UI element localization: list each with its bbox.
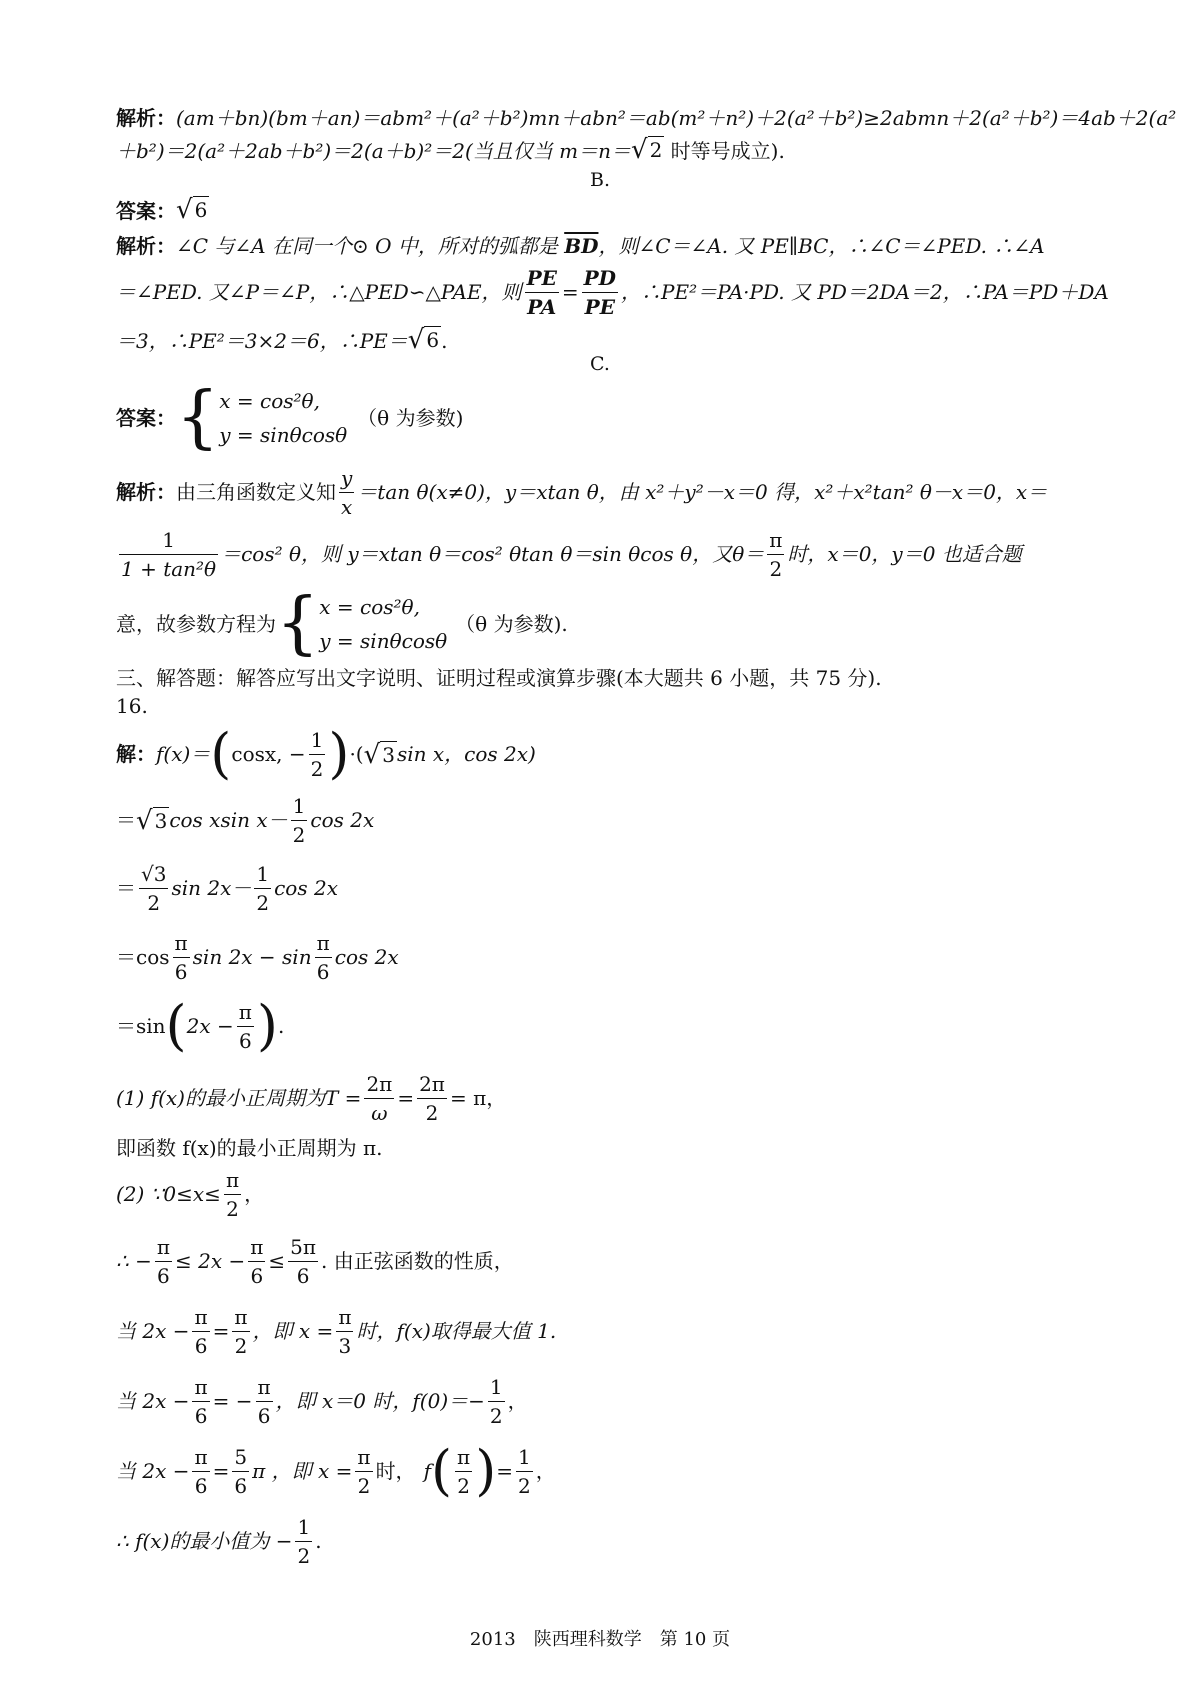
part-three-heading: 三、解答题：解答应写出文字说明、证明过程或演算步骤(本大题共 6 小题，共 75 分). <box>116 666 882 690</box>
fraction-pi-6-g: $\frac{\pi}{6}$ <box>194 1374 208 1428</box>
fraction-5pi-6: $\frac{5\pi}{6}$ <box>290 1234 317 1288</box>
question-16-number: 16. <box>116 694 148 718</box>
part2-line-2: ∴ − $\frac{\pi}{6}$ ≤ 2x − $\frac{\pi}{6}$ ≤ $\frac{5\pi}{6}$ . 由正弦函数的性质， <box>116 1234 514 1288</box>
sqrt-2: √ 2 <box>630 135 663 165</box>
analysis-b-text-2a: ＝∠PED. 又∠P＝∠P，∴△PED∽△PAE，则 <box>116 280 522 304</box>
section-letter-c: C. <box>590 353 610 375</box>
analysis-c-text-3a: 意，故参数方程为 <box>116 612 276 636</box>
analysis-a-line-1 <box>116 104 1176 132</box>
fraction-pe-pa: $\frac{PE}{PA}$ <box>526 265 557 319</box>
fraction-2pi-omega: $\frac{2\pi}{\omega}$ <box>366 1071 393 1125</box>
analysis-c-text-1a: 由三角函数定义知 <box>176 480 336 504</box>
fraction-2pi-2: $\frac{2\pi}{2}$ <box>419 1071 445 1125</box>
fraction-pi-3: $\frac{\pi}{3}$ <box>338 1304 352 1358</box>
sqrt-3: √ 3 <box>363 739 395 770</box>
fraction-half: $\frac{1}{2}$ <box>310 727 324 781</box>
param-system: x = cos²θ, y = sinθcosθ <box>219 389 348 447</box>
solution-text-3c: cos 2x <box>274 876 338 900</box>
fraction-pi-2-e: $\frac{\pi}{2}$ <box>457 1444 471 1498</box>
analysis-b-line-2: ＝∠PED. 又∠P＝∠P，∴△PED∽△PAE，则 $\frac{PE}{PA}$ = $\frac{PD}{PE}$ ，∴PE²＝PA·PD. 又 PD＝2DA＝2，∴PA＝PD＋DA <box>116 265 1109 319</box>
part2-text-a: (2) ∵0≤x≤ <box>116 1182 221 1206</box>
analysis-c-text-2b: 时，x＝0，y＝0 也适合题 <box>787 542 1022 566</box>
analysis-a-text-1: (am＋bn)(bm＋an)＝abm²＋(a²＋b²)mn＋abn²＝ab(m²＋n²)＋2(a²＋b²)≥2abmn＋2(a²＋b²)＝4ab＋2(a² <box>176 106 1177 130</box>
fraction-pi-6-f: $\frac{\pi}{6}$ <box>194 1304 208 1358</box>
sqrt-6-b: √ 6 <box>407 325 440 355</box>
analysis-label: 解析： <box>116 480 176 504</box>
fraction-sqrt3-2: $\frac{√3}{2}$ <box>141 861 167 915</box>
answer-c-line <box>116 380 463 456</box>
page-footer: 2013 陕西理科数学 第 10 页 <box>469 1629 731 1650</box>
part2-line-3: 当 2x − $\frac{\pi}{6}$ = $\frac{\pi}{2}$ ，即 x = $\frac{\pi}{3}$ 时，f(x)取得最大值 1. <box>116 1304 557 1358</box>
vector-a: cosx, − <box>231 742 306 766</box>
solution-text-2b: cos xsin x－ <box>169 808 288 832</box>
part1-line: (1) f(x)的最小正周期为T = $\frac{2\pi}{\omega}$ = $\frac{2\pi}{2}$ = π， <box>116 1071 507 1125</box>
fraction-y-x: $\frac{y}{x}$ <box>341 465 353 519</box>
fraction-5-6: $\frac{5}{6}$ <box>234 1444 248 1498</box>
solution-text-3b: sin 2x－ <box>171 876 252 900</box>
solution-text-1a: f(x)＝ <box>156 742 211 766</box>
analysis-a-text-2-end: 时等号成立). <box>664 139 785 163</box>
analysis-b-text-1a: ∠C 与∠A 在同一个⊙ O 中，所对的弧都是 <box>176 234 565 258</box>
fraction-half-5: $\frac{1}{2}$ <box>518 1444 531 1498</box>
sqrt-3-b: √ 3 <box>136 805 168 836</box>
part2-line-4: 当 2x − $\frac{\pi}{6}$ = − $\frac{\pi}{6}$ ，即 x＝0 时，f(0)＝− $\frac{1}{2}$ ， <box>116 1374 528 1428</box>
analysis-c-line-2 <box>116 524 1022 584</box>
fraction-pi-2-d: $\frac{\pi}{2}$ <box>357 1444 371 1498</box>
analysis-c-line-1 <box>116 462 1047 522</box>
fraction-pi-6-d: $\frac{\pi}{6}$ <box>156 1234 170 1288</box>
solution-text-5b: 2x − <box>186 1014 234 1038</box>
param-system-2: x = cos²θ, y = sinθcosθ <box>319 595 448 653</box>
part2-line-1: (2) ∵0≤x≤ $\frac{\pi}{2}$ ， <box>116 1167 265 1221</box>
brace: { <box>276 584 320 663</box>
fraction-pi-6-e: $\frac{\pi}{6}$ <box>250 1234 264 1288</box>
fraction-half-3: $\frac{1}{2}$ <box>256 861 270 915</box>
fraction-pd-pe: $\frac{PD}{PE}$ <box>583 265 617 319</box>
solution-line-1: 解： f(x)＝ ( cosx, − $\frac{1}{2}$ ) ·( √ 3 sin x，cos 2x) <box>116 722 536 785</box>
fraction-pi-6-b: $\frac{\pi}{6}$ <box>316 930 330 984</box>
analysis-a-text-2: ＋b²)＝2(a²＋2ab＋b²)＝2(a＋b)²＝2(当且仅当 m＝n＝ <box>116 139 631 163</box>
fraction-pi-6: $\frac{\pi}{6}$ <box>174 930 188 984</box>
part2-line-6: ∴ f(x)的最小值为 − $\frac{1}{2}$ . <box>116 1514 322 1568</box>
part1-conclusion: 即函数 f(x)的最小正周期为 π. <box>116 1136 383 1160</box>
analysis-b-text-2b: ，∴PE²＝PA·PD. 又 PD＝2DA＝2，∴PA＝PD＋DA <box>621 280 1109 304</box>
solution-label: 解： <box>116 742 156 766</box>
analysis-b-text-1c: ，则∠C＝∠A. 又 PE∥BC，∴∠C＝∠PED. ∴∠A <box>598 234 1045 258</box>
answer-label: 答案： <box>116 406 176 430</box>
param-note-2: （θ 为参数). <box>455 612 568 636</box>
solution-text-4b: sin 2x − sin <box>192 945 312 969</box>
fraction-pi-2-c: $\frac{\pi}{2}$ <box>234 1304 248 1358</box>
fraction-1-over-1-plus-tan: $\frac{1}{\text{1 + tan²θ}}$ <box>121 527 217 581</box>
fraction-half-2: $\frac{1}{2}$ <box>292 793 306 847</box>
analysis-label: 解析： <box>116 234 176 258</box>
analysis-c-text-2a: ＝cos² θ，则 y＝xtan θ＝cos² θtan θ＝sin θcos θ，又θ＝ <box>221 542 765 566</box>
analysis-b-text-3a: ＝3，∴PE²＝3×2＝6，∴PE＝ <box>116 329 408 353</box>
solution-line-2: ＝ √ 3 cos xsin x－ $\frac{1}{2}$ cos 2x <box>116 793 375 847</box>
solution-dot: ·( <box>349 742 364 766</box>
section-letter-b: B. <box>589 169 610 191</box>
analysis-c-text-1b: ＝tan θ(x≠0)，y＝xtan θ，由 x²＋y²－x＝0 得，x²＋x²tan² θ－x＝0，x＝ <box>357 480 1048 504</box>
fraction-pi-6-c: $\frac{\pi}{6}$ <box>238 999 252 1053</box>
solution-text-4c: cos 2x <box>334 945 399 969</box>
analysis-label: 解析： <box>116 106 176 130</box>
analysis-c-line-3 <box>116 584 568 663</box>
solution-text-2c: cos 2x <box>310 808 375 832</box>
answer-b-line <box>116 196 209 225</box>
part2-line-5: 当 2x − $\frac{\pi}{6}$ = $\frac{5}{6}$ π ，即 x = $\frac{\pi}{2}$ 时， f ( $\frac{\pi}{2}$ ) = $\frac{1}{2}$ ， <box>116 1439 556 1502</box>
brace: { <box>176 378 220 457</box>
solution-line-5: ＝sin ( 2x − $\frac{\pi}{6}$ ) . <box>116 994 285 1057</box>
fraction-pi-6-i: $\frac{\pi}{6}$ <box>194 1444 208 1498</box>
answer-label: 答案： <box>116 199 176 223</box>
fraction-half-6: $\frac{1}{2}$ <box>297 1514 311 1568</box>
part1-text-a: (1) f(x)的最小正周期为T = <box>116 1086 362 1110</box>
analysis-b-line-1 <box>116 232 1045 260</box>
sqrt-6: √ 6 <box>176 195 208 225</box>
solution-line-4: ＝cos $\frac{\pi}{6}$ sin 2x − sin $\frac{\pi}{6}$ cos 2x <box>116 930 399 984</box>
fraction-half-4: $\frac{1}{2}$ <box>489 1374 503 1428</box>
fraction-pi-2: $\frac{\pi}{2}$ <box>769 527 783 581</box>
vector-b: sin x，cos 2x) <box>396 742 536 766</box>
param-note: （θ 为参数) <box>357 406 464 430</box>
fraction-pi-2-b: $\frac{\pi}{2}$ <box>225 1167 240 1221</box>
analysis-a-line-2 <box>116 136 785 165</box>
fraction-pi-6-h: $\frac{\pi}{6}$ <box>257 1374 271 1428</box>
analysis-b-line-3: ＝3，∴PE²＝3×2＝6，∴PE＝ √ 6 . <box>116 325 448 355</box>
solution-line-3: ＝ $\frac{√3}{2}$ sin 2x－ $\frac{1}{2}$ cos 2x <box>116 861 338 915</box>
arc-bd: $\overline{BD}$ <box>564 234 599 258</box>
